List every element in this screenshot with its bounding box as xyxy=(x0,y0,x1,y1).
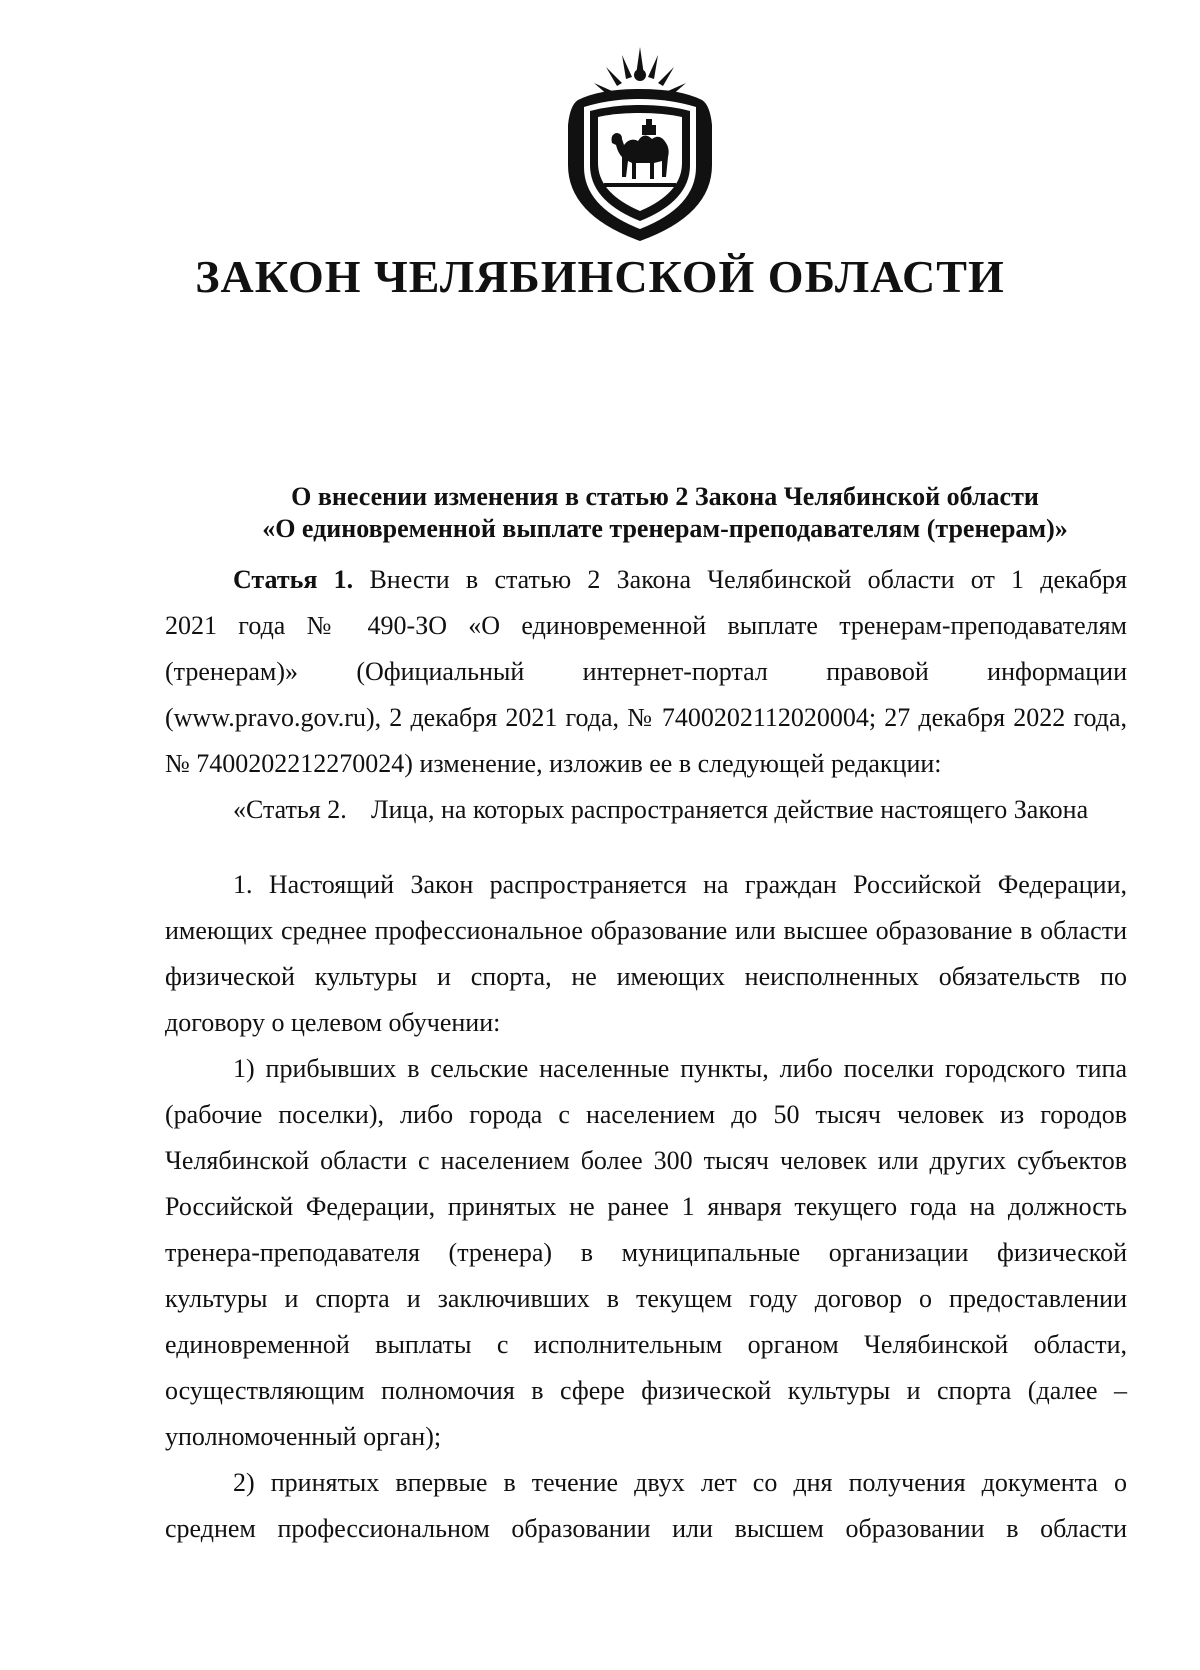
article-1-line: 2021 года № 490-ЗО «О единовременной выплате тренерам-преподавателям xyxy=(165,611,1127,640)
law-title: ЗАКОН ЧЕЛЯБИНСКОЙ ОБЛАСТИ xyxy=(195,251,1005,302)
item-1-line: тренера-преподавателя (тренера) в муниципальные организации физической xyxy=(165,1238,1127,1267)
item-1-line: (рабочие поселки), либо города с населением до 50 тысяч человек из городов xyxy=(165,1100,1127,1129)
article-2-label: «Статья 2. xyxy=(233,795,347,824)
article-1-line xyxy=(165,557,1127,603)
article-1-line: (тренерам)» (Официальный интернет-портал правовой информации xyxy=(165,657,1127,686)
article-1 xyxy=(165,557,1127,833)
item-1-line: Российской Федерации, принятых не ранее 1 января текущего года на должность xyxy=(165,1192,1127,1221)
article-1-label: Статья 1. xyxy=(233,565,354,594)
item-1-line: осуществляющим полномочия в сфере физической культуры и спорта (далее – xyxy=(165,1376,1127,1405)
item-2-line: среднем профессиональном образовании или высшем образовании в области xyxy=(165,1514,1127,1543)
item-1-line: единовременной выплаты с исполнительным органом Челябинской области, xyxy=(165,1330,1127,1359)
article-2-title: Лица, на которых распространяется действие настоящего Закона xyxy=(371,795,1089,824)
coat-of-arms-emblem xyxy=(560,45,720,245)
clause-1-line: договору о целевом обучении: xyxy=(165,1008,501,1037)
clause-1-line: 1. Настоящий Закон распространяется на граждан Российской Федерации, xyxy=(233,870,1127,899)
article-1-line: (www.pravo.gov.ru), 2 декабря 2021 года, № 7400202112020004; 27 декабря 2022 года, xyxy=(165,703,1127,732)
item-1-line: 1) прибывших в сельские населенные пункты, либо поселки городского типа xyxy=(233,1054,1127,1083)
clause-1 xyxy=(165,862,1127,1552)
subtitle-line: О внесении изменения в статью 2 Закона Челябинской области xyxy=(291,482,1039,511)
clause-1-line: имеющих среднее профессиональное образование или высшее образование в области xyxy=(165,916,1127,945)
clause-1-line: физической культуры и спорта, не имеющих неисполненных обязательств по xyxy=(165,962,1127,991)
article-1-line: № 7400202212270024) изменение, изложив ее в следующей редакции: xyxy=(165,749,942,778)
law-subtitle xyxy=(200,481,1130,545)
item-1-line: уполномоченный орган); xyxy=(165,1422,442,1451)
subtitle-line: «О единовременной выплате тренерам-преподавателям (тренерам)» xyxy=(262,514,1068,543)
article-2-heading xyxy=(165,787,1127,833)
item-2-line: 2) принятых впервые в течение двух лет со дня получения документа о xyxy=(233,1468,1127,1497)
item-1-line: Челябинской области с населением более 300 тысяч человек или других субъектов xyxy=(165,1146,1127,1175)
item-1-line: культуры и спорта и заключивших в текущем году договор о предоставлении xyxy=(165,1284,1127,1313)
article-1-text: Внести в статью 2 Закона Челябинской области от 1 декабря xyxy=(369,565,1128,594)
